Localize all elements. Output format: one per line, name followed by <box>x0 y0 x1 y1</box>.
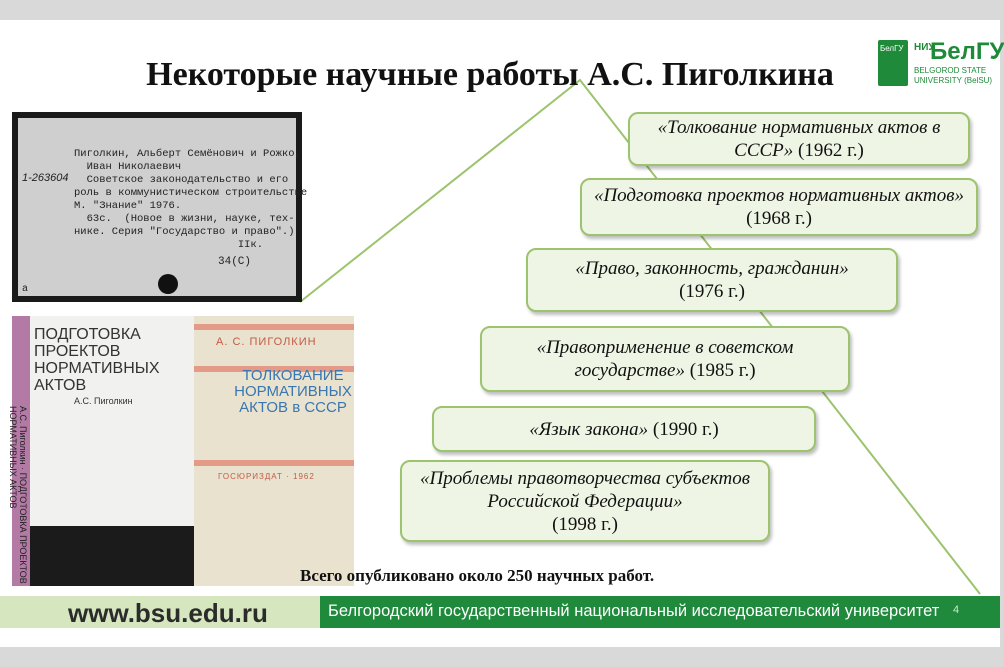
card-hole <box>158 274 178 294</box>
book2-stripe <box>194 324 354 330</box>
work-box-1976 <box>526 248 898 312</box>
work-title: «Подготовка проектов нормативных актов» <box>593 185 965 206</box>
work-box-1985 <box>480 326 850 392</box>
slide <box>0 20 1004 647</box>
work-title: «Правоприменение в советском государстве» <box>536 337 794 381</box>
footer-url-link[interactable]: www.bsu.edu.ru <box>68 598 268 628</box>
card-corner-mark: а <box>22 284 29 295</box>
book2-stripe <box>194 460 354 466</box>
work-year: (1990 г.) <box>652 418 719 440</box>
book2-title: ТОЛКОВАНИЕ НОРМАТИВНЫХ АКТОВ в СССР <box>234 367 352 416</box>
work-title: «Толкование нормативных актов в СССР» <box>657 117 941 161</box>
book-cover-podgotovka <box>8 316 188 586</box>
footer-university-panel <box>320 596 1000 628</box>
card-text: Пиголкин, Альберт Семёнович и Рожко, Иван Николаевич Советское законодательство и его роль в коммунистическом строительстве М. "Знание" 1976. 63с. (Новое в жизни, науке, тех- нике. Серия "Государство и право".) IIк. <box>74 148 308 251</box>
work-title: «Право, законность, гражданин» <box>575 258 849 279</box>
footer-university-name: Белгородский государственный национальный исследовательский университет <box>328 602 940 620</box>
total-works-note: Всего опубликовано около 250 научных работ. <box>300 566 655 585</box>
card-id: 1-263604 <box>22 172 69 184</box>
card-number: 34(С) <box>218 256 252 268</box>
book2-publisher: ГОСЮРИЗДАТ · 1962 <box>218 472 315 481</box>
book2-author: А. С. ПИГОЛКИН <box>216 336 317 348</box>
work-box-1968 <box>580 178 978 236</box>
work-year: (1976 г.) <box>679 281 745 302</box>
work-year: (1985 г.) <box>689 360 756 381</box>
book1-bottom-panel <box>30 526 200 586</box>
page-number: 4 <box>953 604 960 616</box>
slide-title: Некоторые научные работы А.С. Пиголкина <box>146 56 834 93</box>
book1-title: ПОДГОТОВКА ПРОЕКТОВ НОРМАТИВНЫХ АКТОВ <box>34 326 160 394</box>
logo-niu: НИУ <box>914 42 935 53</box>
footer-url-panel <box>0 596 320 628</box>
book1-author: А.С. Пиголкин <box>74 396 133 406</box>
university-logo <box>878 38 1004 90</box>
logo-name: БелГУ <box>930 38 1004 65</box>
work-box-1990 <box>432 406 816 452</box>
book1-spine-text: А.С. Пиголкин · ПОДГОТОВКА ПРОЕКТОВ НОРМАТИВНЫХ АКТОВ <box>8 406 28 584</box>
work-title: «Проблемы правотворчества субъектов Российской Федерации» <box>420 467 750 512</box>
logo-badge-text: БелГУ <box>880 44 904 53</box>
work-box-1962 <box>628 112 970 166</box>
logo-subtitle: BELGOROD STATE UNIVERSITY (BelSU) <box>914 66 993 85</box>
work-box-1998 <box>400 460 770 542</box>
book-cover-tolkovanie <box>194 316 354 586</box>
logo-badge <box>878 40 908 86</box>
work-year: (1968 г.) <box>746 208 812 229</box>
footer <box>0 596 1000 628</box>
work-year: (1998 г.) <box>552 513 618 535</box>
work-year: (1962 г.) <box>798 140 864 161</box>
catalog-card-photo <box>12 112 308 302</box>
work-title: «Язык закона» <box>529 418 649 440</box>
